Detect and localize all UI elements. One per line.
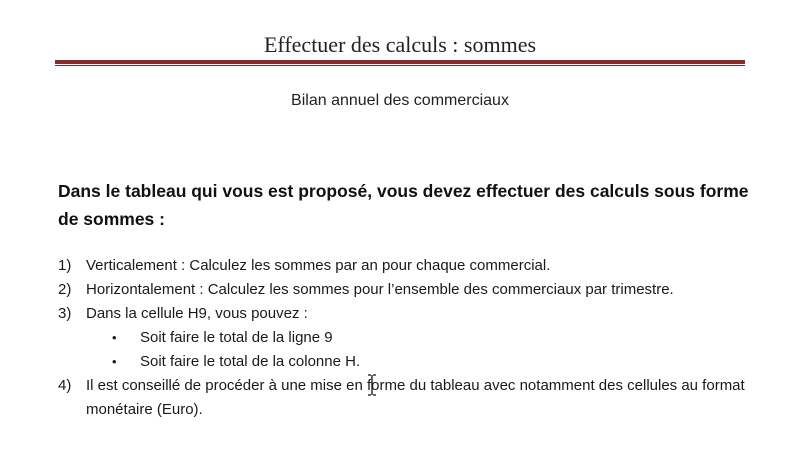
step-number: 3) bbox=[58, 305, 72, 322]
steps-list bbox=[58, 254, 758, 422]
page-title: Effectuer des calculs : sommes bbox=[263, 32, 537, 57]
sub-item bbox=[58, 326, 758, 350]
sub-item-text: Soit faire le total de la ligne 9 bbox=[140, 329, 333, 346]
step-2 bbox=[58, 278, 758, 302]
step-4 bbox=[58, 374, 758, 422]
sub-list bbox=[58, 326, 758, 374]
step-3 bbox=[58, 302, 758, 326]
step-number: 2) bbox=[58, 281, 72, 298]
intro-paragraph: Dans le tableau qui vous est proposé, vous devez effectuer des calculs sous forme de sommes : bbox=[58, 181, 749, 229]
title-rule bbox=[55, 60, 745, 66]
step-number: 4) bbox=[58, 377, 72, 394]
step-text: Il est conseillé de procéder à une mise en forme du tableau avec notamment des cellules au format monétaire (Euro). bbox=[86, 377, 745, 418]
sub-item-text: Soit faire le total de la colonne H. bbox=[140, 353, 361, 370]
step-text: Verticalement : Calculez les sommes par an pour chaque commercial. bbox=[86, 257, 551, 274]
bullet-icon: • bbox=[112, 354, 117, 369]
step-1 bbox=[58, 254, 758, 278]
subtitle: Bilan annuel des commerciaux bbox=[291, 92, 509, 109]
text-cursor-icon bbox=[367, 374, 377, 396]
bullet-icon: • bbox=[112, 330, 117, 345]
step-text: Dans la cellule H9, vous pouvez : bbox=[86, 305, 308, 322]
step-number: 1) bbox=[58, 257, 72, 274]
sub-item bbox=[58, 350, 758, 374]
step-text: Horizontalement : Calculez les sommes pour l’ensemble des commerciaux par trimestre. bbox=[86, 281, 674, 298]
